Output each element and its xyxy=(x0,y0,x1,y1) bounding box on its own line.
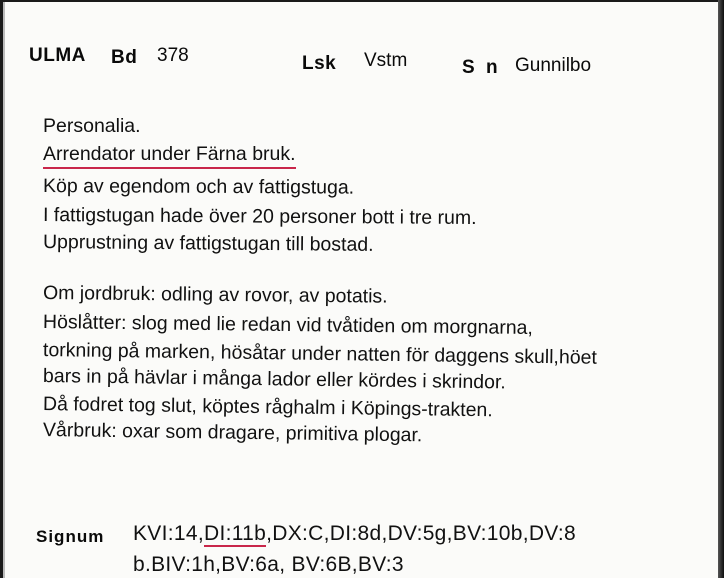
signum-codes-line-1 xyxy=(133,522,576,546)
signum-code: ,DX:C,DI:8d,DV:5g,BV:10b,DV:8 xyxy=(266,522,576,545)
archive-card xyxy=(3,2,721,578)
card-edge-shadow xyxy=(718,0,724,578)
body-line: Om jordbruk: odling av rovor, av potatis. xyxy=(42,282,388,308)
signum-code-underlined: DI:11b xyxy=(203,522,267,545)
body-line: Personalia. xyxy=(43,115,141,137)
lsk-value: Vstm xyxy=(364,50,408,71)
body-line: Vårbruk: oxar som dragare, primitiva plogar. xyxy=(42,419,423,447)
body-line: torkning på marken, hösåtar under natten för daggens skull,höet xyxy=(42,339,598,369)
body-line: Köp av egendom och av fattigstuga. xyxy=(42,175,355,199)
body-line: Höslåtter: slog med lie redan vid tvåtiden om morgnarna, xyxy=(42,311,534,339)
bd-label: Bd xyxy=(111,47,138,68)
body-line: Då fodret tog slut, köptes råghalm i Köpings-trakten. xyxy=(42,393,493,422)
signum-label: Signum xyxy=(36,527,105,546)
body-line: I fattigstugan hade över 20 personer bott i tre rum. xyxy=(42,204,477,230)
ulma-label: ULMA xyxy=(29,45,86,66)
lsk-label: Lsk xyxy=(302,53,337,74)
sn-value: Gunnilbo xyxy=(515,55,592,76)
body-line: bars in på hävlar i många lador eller kördes i skrindor. xyxy=(42,365,506,394)
sn-label: S n xyxy=(462,57,501,78)
body-line: Upprustning av fattigstugan till bostad. xyxy=(42,231,374,256)
signum-code: KVI:14, xyxy=(133,522,204,545)
bd-number: 378 xyxy=(157,45,189,66)
signum-codes-line-2: b.BIV:1h,BV:6a, BV:6B,BV:3 xyxy=(133,553,404,576)
body-line-underlined: Arrendator under Färna bruk. xyxy=(43,143,296,169)
